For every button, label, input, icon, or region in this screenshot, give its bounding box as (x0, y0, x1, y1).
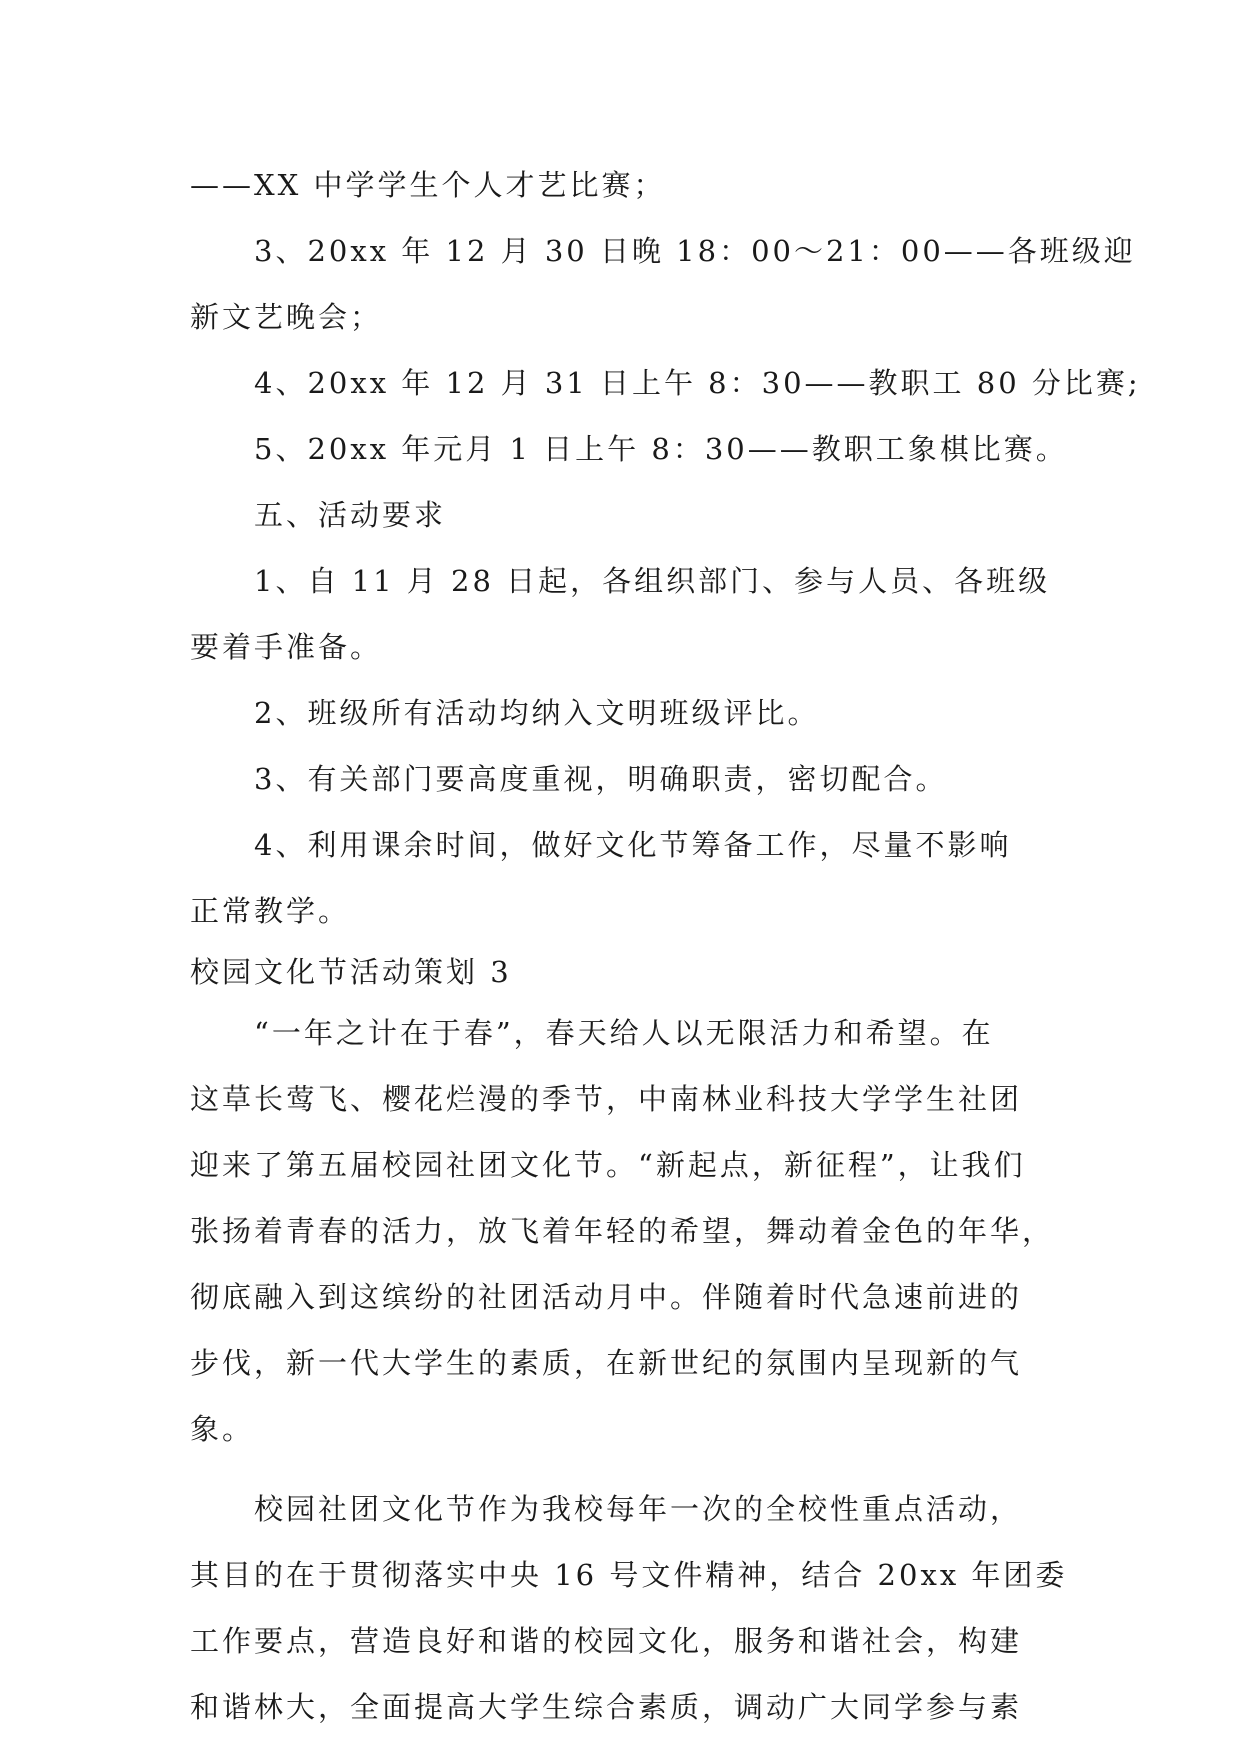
text-line: 3、有关部门要高度重视，明确职责，密切配合。 (254, 762, 948, 796)
text-line: 校园社团文化节作为我校每年一次的全校性重点活动， (254, 1492, 1023, 1526)
text-line: 这草长莺飞、樱花烂漫的季节，中南林业科技大学学生社团 (190, 1082, 1023, 1116)
text-line: 工作要点，营造良好和谐的校园文化，服务和谐社会，构建 (190, 1624, 1023, 1658)
section-title: 校园文化节活动策划 3 (190, 955, 512, 989)
text-line: 步伐，新一代大学生的素质，在新世纪的氛围内呈现新的气 (190, 1346, 1023, 1380)
section-heading: 五、活动要求 (254, 498, 447, 532)
text-line: 张扬着青春的活力，放飞着年轻的希望，舞动着金色的年华， (190, 1214, 1055, 1248)
text-line: 2、班级所有活动均纳入文明班级评比。 (254, 696, 820, 730)
text-line: 3、20xx 年 12 月 30 日晚 18：00～21：00——各班级迎 (254, 234, 1136, 268)
text-line: 其目的在于贯彻落实中央 16 号文件精神，结合 20xx 年团委 (190, 1558, 1068, 1592)
text-line: 1、自 11 月 28 日起，各组织部门、参与人员、各班级 (254, 564, 1051, 598)
text-line: “一年之计在于春”，春天给人以无限活力和希望。在 (254, 1016, 994, 1050)
text-line: 要着手准备。 (190, 630, 383, 664)
document-body (190, 152, 1141, 1740)
text-line: 4、利用课余时间，做好文化节筹备工作，尽量不影响 (254, 828, 1012, 862)
text-line: 迎来了第五届校园社团文化节。“新起点，新征程”，让我们 (190, 1148, 1026, 1182)
text-line: 新文艺晚会； (190, 300, 383, 334)
text-line: 5、20xx 年元月 1 日上午 8：30——教职工象棋比赛。 (254, 432, 1068, 466)
text-line: 正常教学。 (190, 894, 351, 928)
text-line: 彻底融入到这缤纷的社团活动月中。伴随着时代急速前进的 (190, 1280, 1023, 1314)
text-line: 象。 (190, 1412, 255, 1446)
text-line: 和谐林大，全面提高大学生综合素质，调动广大同学参与素 (190, 1690, 1023, 1724)
text-line: ——XX 中学学生个人才艺比赛； (190, 168, 666, 202)
text-line: 4、20xx 年 12 月 31 日上午 8：30——教职工 80 分比赛; (254, 366, 1141, 400)
